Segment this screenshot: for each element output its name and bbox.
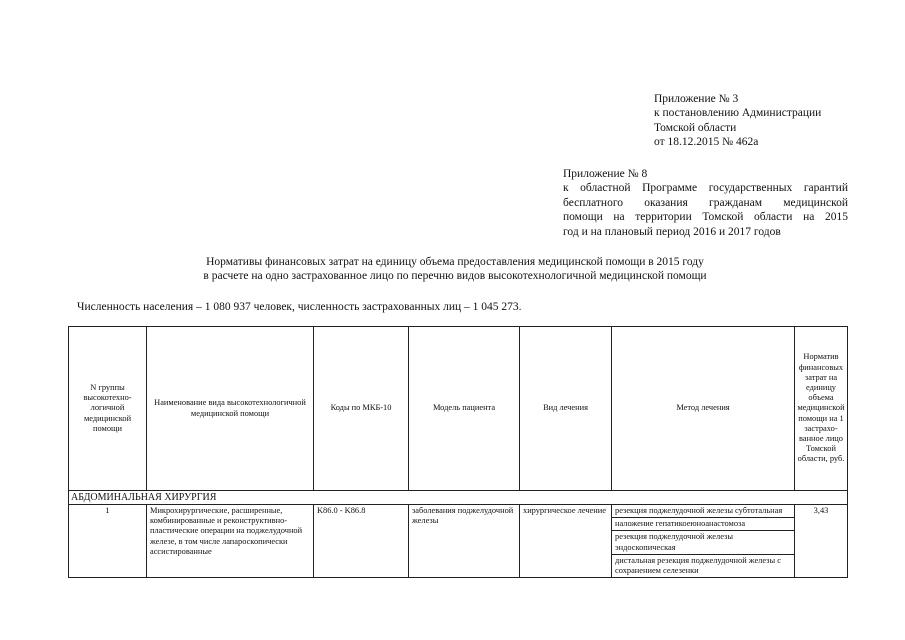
header-method: Метод лечения	[612, 327, 795, 491]
appendix-8-header	[563, 167, 848, 239]
appendix-3-header	[654, 92, 821, 150]
cell-norm: 3,43	[795, 505, 848, 578]
section-title: АБДОМИНАЛЬНАЯ ХИРУРГИЯ	[69, 491, 848, 505]
table-header-row	[69, 327, 848, 491]
appendix-8-line: бесплатного оказания гражданам медицинской	[563, 196, 848, 209]
table-row	[69, 505, 848, 578]
header-group: N группы высокотехно-логичной медицинской помощи	[69, 327, 147, 491]
cell-name: Микрохирургические, расширенные, комбинированные и реконструктивно-пластические операции на поджелудочной железе, в том числе лапароскопически ассистированные	[147, 505, 314, 578]
method-item: резекция поджелудочной железы эндоскопическая	[612, 531, 794, 554]
appendix-3-line: от 18.12.2015 № 462а	[654, 136, 759, 149]
method-item: резекция поджелудочной железы субтотальная	[612, 505, 794, 518]
appendix-8-line: год и на плановый период 2016 и 2017 годов	[563, 225, 781, 238]
header-name: Наименование вида высокотехнологичной медицинской помощи	[147, 327, 314, 491]
appendix-8-line: Приложение № 8	[563, 168, 648, 180]
cell-group: 1	[69, 505, 147, 578]
population-summary: Численность населения – 1 080 937 человек, численность застрахованных лиц – 1 045 273.	[77, 301, 522, 313]
header-codes: Коды по МКБ-10	[314, 327, 409, 491]
appendix-8-line: помощи на территории Томской области на 2015	[563, 211, 848, 224]
section-row	[69, 491, 848, 505]
header-model: Модель пациента	[409, 327, 520, 491]
document-title	[60, 255, 850, 284]
header-norm: Норматив финансовых затрат на единицу объема медицинской помощи на 1 застрахо-ванное лицо Томской области, руб.	[795, 327, 848, 491]
title-line-2: в расчете на одно застрахованное лицо по перечню видов высокотехнологичной медицинской помощи	[203, 270, 707, 283]
appendix-3-line: Приложение № 3	[654, 93, 739, 105]
norms-table	[68, 326, 848, 578]
appendix-3-line: Томской области	[654, 121, 737, 134]
header-treatment: Вид лечения	[520, 327, 612, 491]
title-line-1: Нормативы финансовых затрат на единицу объема предоставления медицинской помощи в 2015 году	[206, 256, 704, 268]
cell-model: заболевания поджелудочной железы	[409, 505, 520, 578]
appendix-3-line: к постановлению Администрации	[654, 107, 822, 120]
method-item: дистальная резекция поджелудочной железы с сохранением селезенки	[615, 555, 781, 576]
cell-treatment: хирургическое лечение	[520, 505, 612, 578]
appendix-8-line: к областной Программе государственных гарантий	[563, 182, 848, 195]
method-item: наложение гепатикоеюноанастомоза	[612, 518, 794, 531]
cell-methods	[612, 505, 795, 578]
cell-codes: K86.0 - K86.8	[314, 505, 409, 578]
